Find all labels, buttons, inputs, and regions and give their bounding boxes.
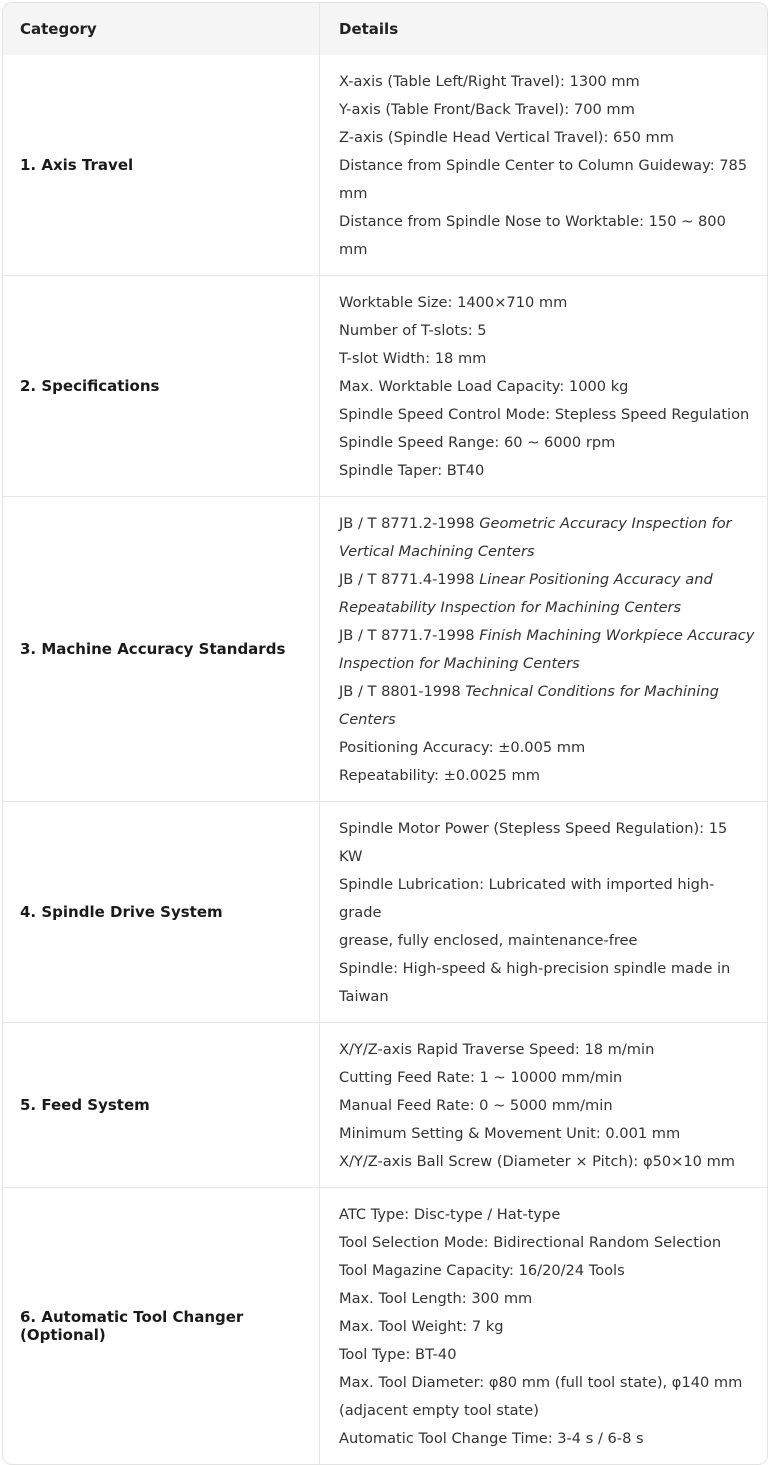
- detail-text: Manual Feed Rate: 0 ~ 5000 mm/min: [339, 1097, 613, 1114]
- detail-text: JB / T 8771.2-1998: [339, 515, 480, 532]
- details-cell: [320, 276, 767, 496]
- detail-text: Spindle Speed Control Mode: Stepless Speed Regulation: [339, 406, 750, 423]
- standard-title: Inspection for Machining Centers: [339, 655, 580, 672]
- table-body: [3, 55, 767, 1464]
- detail-line: [339, 1092, 755, 1120]
- detail-line: [339, 566, 755, 594]
- detail-text: Taiwan: [339, 988, 389, 1005]
- table-row: [3, 496, 767, 801]
- detail-line: [339, 622, 755, 650]
- detail-line: [339, 1285, 755, 1313]
- table-row: [3, 1187, 767, 1464]
- table-header-row: [3, 3, 767, 55]
- category-label: 4. Spindle Drive System: [20, 903, 223, 921]
- detail-line: [339, 124, 755, 152]
- detail-text: Distance from Spindle Nose to Worktable: 150 ~ 800 mm: [339, 213, 726, 258]
- detail-text: Positioning Accuracy: ±0.005 mm: [339, 739, 586, 756]
- detail-text: T-slot Width: 18 mm: [339, 350, 487, 367]
- detail-line: [339, 429, 755, 457]
- table-row: [3, 1022, 767, 1187]
- category-label: 2. Specifications: [20, 377, 160, 395]
- details-cell: [320, 802, 767, 1022]
- detail-text: Distance from Spindle Center to Column Guideway: 785: [339, 157, 748, 174]
- detail-text: JB / T 8801-1998: [339, 683, 466, 700]
- detail-line: [339, 1229, 755, 1257]
- standard-title: Geometric Accuracy Inspection for: [479, 515, 732, 532]
- detail-line: [339, 1064, 755, 1092]
- detail-line: [339, 1397, 755, 1425]
- detail-text: mm: [339, 185, 368, 202]
- detail-text: X/Y/Z-axis Ball Screw (Diameter × Pitch): φ50×10 mm: [339, 1153, 736, 1170]
- detail-line: [339, 871, 755, 927]
- detail-line: [339, 1257, 755, 1285]
- detail-text: Tool Type: BT-40: [339, 1346, 457, 1363]
- header-category: Category: [3, 3, 320, 55]
- detail-text: Number of T-slots: 5: [339, 322, 487, 339]
- detail-line: [339, 96, 755, 124]
- detail-text: Max. Tool Length: 300 mm: [339, 1290, 533, 1307]
- detail-line: [339, 538, 755, 566]
- detail-text: Repeatability: ±0.0025 mm: [339, 767, 540, 784]
- detail-text: Minimum Setting & Movement Unit: 0.001 mm: [339, 1125, 681, 1142]
- detail-line: [339, 983, 755, 1011]
- category-cell: [3, 497, 320, 801]
- detail-text: Max. Tool Weight: 7 kg: [339, 1318, 504, 1335]
- detail-line: [339, 1313, 755, 1341]
- standard-title: Repeatability Inspection for Machining Centers: [339, 599, 682, 616]
- table-row: [3, 801, 767, 1022]
- detail-line: [339, 457, 755, 485]
- category-cell: [3, 276, 320, 496]
- spec-table: [2, 2, 768, 1465]
- category-label: 5. Feed System: [20, 1096, 150, 1114]
- standard-title: Finish Machining Workpiece Accuracy: [479, 627, 755, 644]
- detail-text: grease, fully enclosed, maintenance-free: [339, 932, 638, 949]
- detail-line: [339, 373, 755, 401]
- details-cell: [320, 497, 767, 801]
- header-details: Details: [339, 20, 399, 38]
- category-label: 3. Machine Accuracy Standards: [20, 640, 286, 658]
- detail-line: [339, 68, 755, 96]
- table-row: [3, 55, 767, 275]
- detail-line: [339, 1036, 755, 1064]
- detail-text: Spindle Motor Power (Stepless Speed Regulation): 15 KW: [339, 820, 728, 865]
- detail-line: [339, 1369, 755, 1397]
- detail-line: [339, 345, 755, 373]
- detail-line: [339, 762, 755, 790]
- detail-line: [339, 678, 755, 706]
- detail-line: [339, 650, 755, 678]
- detail-text: Y-axis (Table Front/Back Travel): 700 mm: [339, 101, 635, 118]
- detail-line: [339, 152, 755, 180]
- detail-text: Max. Worktable Load Capacity: 1000 kg: [339, 378, 629, 395]
- detail-line: [339, 317, 755, 345]
- category-label: 1. Axis Travel: [20, 156, 134, 174]
- detail-text: Automatic Tool Change Time: 3-4 s / 6-8 s: [339, 1430, 644, 1447]
- detail-text: Tool Selection Mode: Bidirectional Random Selection: [339, 1234, 722, 1251]
- detail-text: X/Y/Z-axis Rapid Traverse Speed: 18 m/min: [339, 1041, 655, 1058]
- detail-text: Spindle Lubrication: Lubricated with imported high-grade: [339, 876, 715, 921]
- detail-line: [339, 1341, 755, 1369]
- detail-text: Max. Tool Diameter: φ80 mm (full tool state), φ140 mm: [339, 1374, 743, 1391]
- detail-text: JB / T 8771.4-1998: [339, 571, 480, 588]
- detail-text: Spindle Speed Range: 60 ~ 6000 rpm: [339, 434, 616, 451]
- detail-text: Z-axis (Spindle Head Vertical Travel): 650 mm: [339, 129, 674, 146]
- category-cell: [3, 802, 320, 1022]
- detail-line: [339, 510, 755, 538]
- category-label: 6. Automatic Tool Changer (Optional): [20, 1308, 244, 1344]
- detail-line: [339, 208, 755, 264]
- detail-line: [339, 1201, 755, 1229]
- details-cell: [320, 55, 767, 275]
- detail-text: X-axis (Table Left/Right Travel): 1300 mm: [339, 73, 640, 90]
- detail-line: [339, 1148, 755, 1176]
- detail-text: Tool Magazine Capacity: 16/20/24 Tools: [339, 1262, 625, 1279]
- detail-line: [339, 401, 755, 429]
- standard-title: Linear Positioning Accuracy and: [479, 571, 713, 588]
- detail-text: Spindle: High-speed & high-precision spindle made in: [339, 960, 731, 977]
- standard-title: Centers: [339, 711, 396, 728]
- details-cell: [320, 1188, 767, 1464]
- category-cell: [3, 55, 320, 275]
- detail-text: ATC Type: Disc-type / Hat-type: [339, 1206, 561, 1223]
- detail-text: Cutting Feed Rate: 1 ~ 10000 mm/min: [339, 1069, 623, 1086]
- detail-line: [339, 180, 755, 208]
- detail-text: (adjacent empty tool state): [339, 1402, 539, 1419]
- details-cell: [320, 1023, 767, 1187]
- detail-line: [339, 706, 755, 734]
- standard-title: Technical Conditions for Machining: [465, 683, 719, 700]
- detail-line: [339, 955, 755, 983]
- detail-text: Worktable Size: 1400×710 mm: [339, 294, 568, 311]
- category-cell: [3, 1023, 320, 1187]
- standard-title: Vertical Machining Centers: [339, 543, 535, 560]
- detail-line: [339, 594, 755, 622]
- detail-line: [339, 734, 755, 762]
- detail-line: [339, 289, 755, 317]
- category-cell: [3, 1188, 320, 1464]
- detail-text: JB / T 8771.7-1998: [339, 627, 480, 644]
- detail-line: [339, 815, 755, 871]
- detail-line: [339, 1120, 755, 1148]
- detail-line: [339, 1425, 755, 1453]
- detail-text: Spindle Taper: BT40: [339, 462, 485, 479]
- detail-line: [339, 927, 755, 955]
- table-row: [3, 275, 767, 496]
